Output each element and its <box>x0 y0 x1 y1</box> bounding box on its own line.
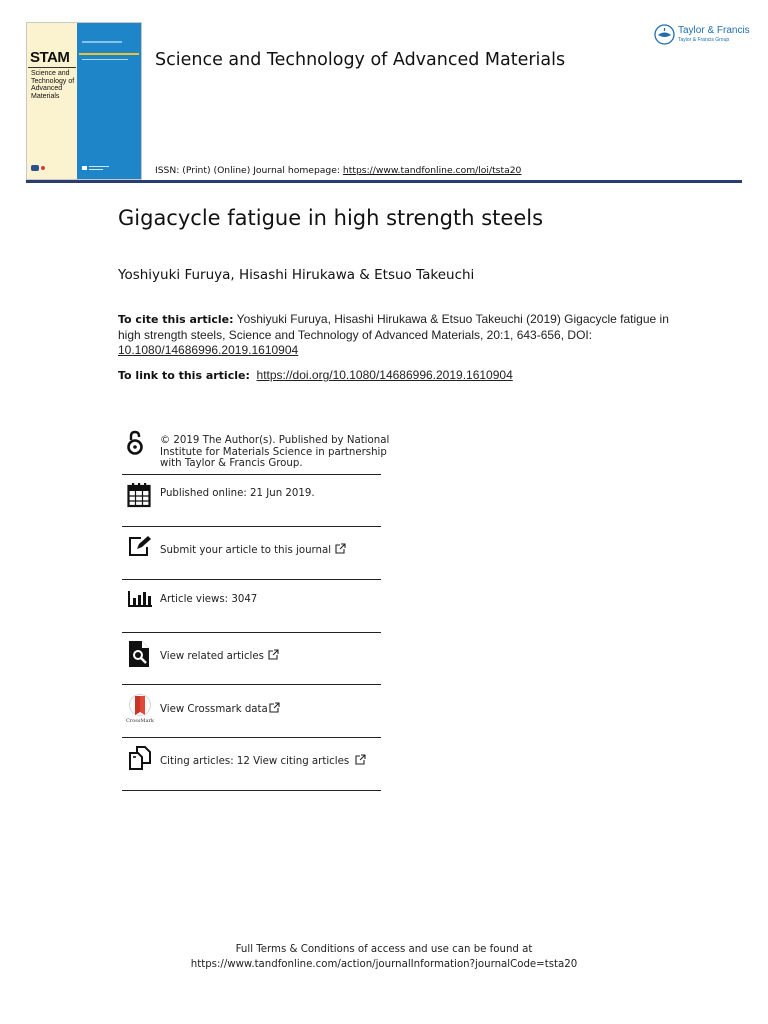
crossmark-icon <box>126 693 154 723</box>
citation-text: Yoshiyuki Furuya, Hisashi Hirukawa & Etsuo Takeuchi (2019) Gigacycle fatigue in high strength steels, Science and Technology of Advanced Materials, 20:1, 643-656, DOI: <box>118 312 669 342</box>
crossmark-label: CrossMark <box>126 718 154 723</box>
edit-icon <box>127 535 153 559</box>
citing-articles-row[interactable] <box>122 741 381 790</box>
journal-homepage-link[interactable]: https://www.tandfonline.com/loi/tsta20 <box>342 165 522 176</box>
article-authors: Yoshiyuki Furuya, Hisashi Hirukawa & Etsuo Takeuchi <box>118 267 475 283</box>
submit-article-row[interactable] <box>122 530 381 579</box>
crossmark-row[interactable] <box>122 688 381 737</box>
publisher-group: Taylor & Francis Group <box>678 37 730 43</box>
divider <box>122 474 381 475</box>
terms-footer <box>0 942 768 972</box>
open-access-row <box>122 428 390 474</box>
submit-article-link[interactable]: Submit your article to this journal <box>160 543 346 557</box>
cover-acronym: STAM <box>30 49 70 66</box>
terms-url[interactable]: https://www.tandfonline.com/action/journalInformation?journalCode=tsta20 <box>190 959 578 970</box>
external-link-icon <box>355 754 366 765</box>
divider <box>122 579 381 580</box>
article-doi-url[interactable]: https://doi.org/10.1080/14686996.2019.1610904 <box>256 368 513 382</box>
crossmark-link[interactable]: View Crossmark data <box>160 702 280 716</box>
article-link-block <box>118 368 513 382</box>
related-articles-row[interactable] <box>122 636 381 684</box>
divider <box>122 632 381 633</box>
citing-documents-icon <box>128 746 152 770</box>
issn-line: ISSN: (Print) (Online) Journal homepage: https://www.tandfonline.com/loi/tsta20 <box>155 165 522 176</box>
link-label: To link to this article: <box>118 369 250 382</box>
open-access-text: © 2019 The Author(s). Published by National Institute for Materials Science in partnership with Taylor & Francis Group. <box>160 435 390 469</box>
publisher-name: Taylor & Francis <box>678 25 750 36</box>
related-articles-link[interactable]: View related articles <box>160 649 279 663</box>
article-views-text: Article views: 3047 <box>160 594 258 605</box>
published-online-row <box>122 478 381 526</box>
journal-title: Science and Technology of Advanced Materials <box>155 50 566 70</box>
taylor-francis-lamp-icon <box>654 24 675 45</box>
divider <box>122 684 381 685</box>
taylor-francis-logo <box>654 22 754 48</box>
article-title: Gigacycle fatigue in high strength steels <box>118 206 544 230</box>
header-divider <box>26 180 742 183</box>
terms-text: Full Terms & Conditions of access and use can be found at <box>235 944 533 955</box>
open-access-icon <box>126 430 144 456</box>
published-online-text: Published online: 21 Jun 2019. <box>160 488 315 499</box>
divider <box>122 790 381 791</box>
external-link-icon <box>269 702 280 713</box>
bar-chart-icon <box>127 589 153 609</box>
citing-articles-link[interactable]: Citing articles: 12 View citing articles <box>160 754 366 768</box>
calendar-icon <box>127 482 151 508</box>
article-views-row <box>122 583 381 632</box>
journal-cover-image <box>26 22 142 180</box>
external-link-icon <box>335 543 346 554</box>
divider <box>122 737 381 738</box>
nims-logo-icon <box>41 165 59 171</box>
cover-footer-mark <box>82 165 112 171</box>
publisher-mark-icon <box>31 165 39 171</box>
external-link-icon <box>268 649 279 660</box>
divider <box>122 526 381 527</box>
search-document-icon <box>128 640 150 668</box>
citation-block <box>118 312 678 359</box>
cite-label: To cite this article: <box>118 313 234 326</box>
cover-journal-name: Science and Technology of Advanced Materials <box>31 70 75 100</box>
doi-link[interactable]: 10.1080/14686996.2019.1610904 <box>118 343 299 357</box>
cover-blue-panel <box>77 23 141 179</box>
